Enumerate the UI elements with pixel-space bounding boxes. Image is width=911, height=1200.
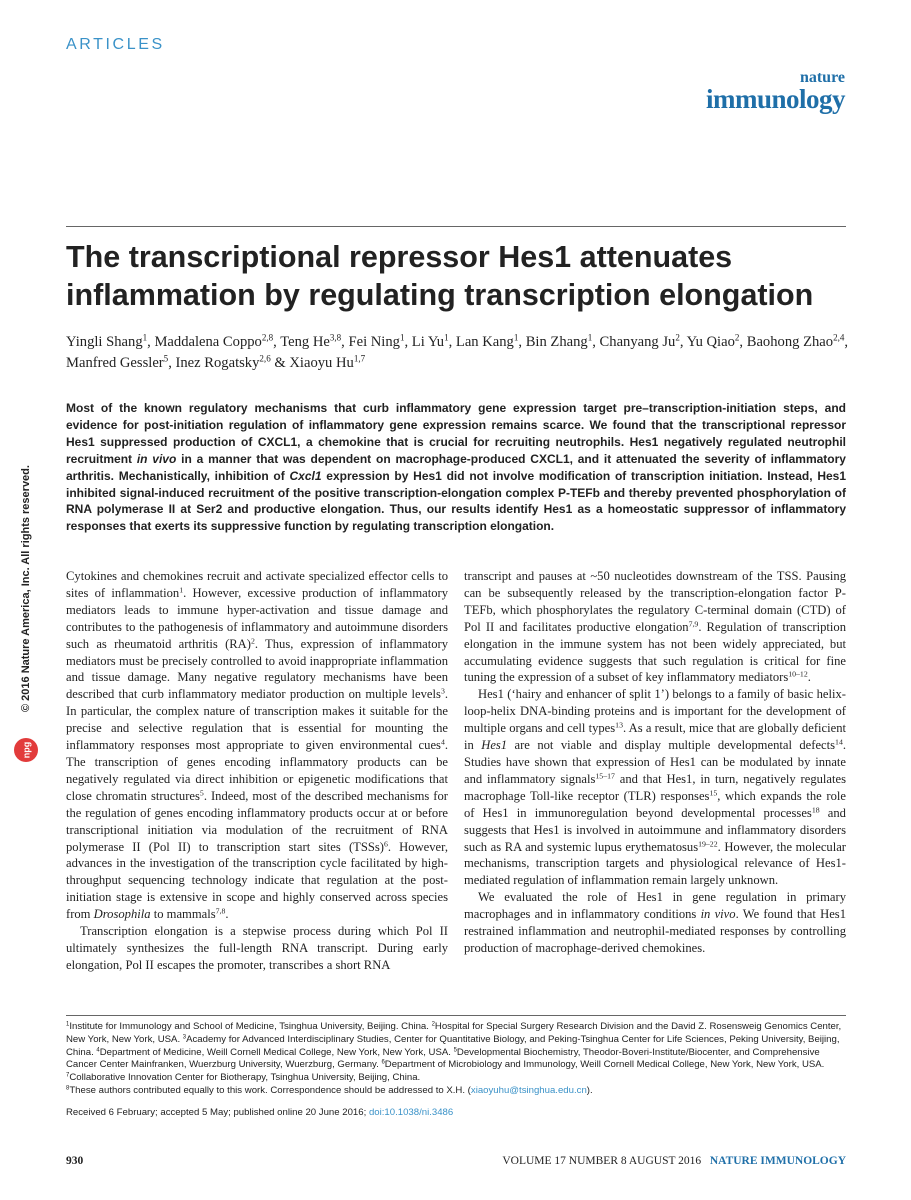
copyright-notice: © 2016 Nature America, Inc. All rights reserved. [20,465,32,712]
abstract-italic-2: Cxcl1 [289,468,322,483]
author-affiliation-marker: 1 [513,332,519,343]
npg-logo-icon [14,738,38,762]
author-name: Xiaoyu Hu [289,355,354,371]
author-name: Manfred Gessler [66,355,164,371]
logo-line-immunology: immunology [705,84,845,114]
author-affiliation-marker: 1 [587,332,593,343]
npg-label: npg [21,741,31,759]
abstract-italic-1: in vivo [136,451,177,466]
abstract-part-3: expression by Hes1 did not involve modification of transcription initiation. Instead, Hes1 inhibited signal-induced recruitment of the positive transcription-elongation complex P-TEFb and thereby prevented phosphorylation of RNA polymerase II at Ser2 and productive elongation. Thus, our results identify Hes1 as a homeostatic suppressor of inflammatory responses that exerts its suppressive function by regulating transcription elongation. [66,468,847,534]
abstract [66,400,846,535]
reference-number: 7,8 [215,906,226,916]
body-paragraph: Hes1 (‘hairy and enhancer of split 1’) belongs to a family of basic helix-loop-helix DNA-binding proteins and is important for the development of multiple organs and cell types$^{13}$. As a result, mice that are globally deficient in Hes1 are not viable and display multiple developmental defects$^{14}$. Studies have shown that expression of Hes1 can be modulated by innate and inflammatory signals$^{15-17}$ and that Hes1, in turn, negatively regulates macrophage Toll-like receptor (TLR) responses$^{15}$, which expands the role of Hes1 in immunoregulation beyond developmental processes$^{18}$ and suggests that Hes1 is involved in autoimmune and inflammatory disorders such as RA and systemic lupus erythematosus$^{19-22}$. However, the molecular mechanisms, transcription targets and physiological relevance of Hes1-mediated regulation of inflammation remain largely unknown. [464,687,846,888]
author-affiliation-marker: 1 [142,332,148,343]
reference-number: 18 [811,805,820,815]
abstract-part-2: in a manner that was dependent on macrophage-produced CXCL1, and it attenuated the severity of inflammatory arthritis. Mechanistically, inhibition of [66,451,846,483]
volume-text: VOLUME 17 NUMBER 8 AUGUST 2016 [502,1155,702,1167]
reference-number: 1 [66,1021,70,1028]
title-divider [66,226,846,227]
reference-number: 2 [250,635,255,645]
author-affiliation-marker: 1 [444,332,449,343]
author-name: Chanyang Ju [599,334,676,350]
reference-number: 8 [66,1085,70,1092]
body-column-right [464,568,846,957]
author-name: Maddalena Coppo [154,334,262,350]
author-name: Inez Rogatsky [175,355,260,371]
body-paragraph: We evaluated the role of Hes1 in gene regulation in primary macrophages and in inflammatory conditions in vivo. We found that Hes1 restrained inflammation and neutrophil-mediated responses by controlling production of macrophage-derived chemokines. [464,890,846,955]
doi-link[interactable]: doi:10.1038/ni.3486 [368,1107,454,1118]
author-affiliation-marker: 2,4 [833,332,845,343]
affiliations: $^1$Institute for Immunology and School of Medicine, Tsinghua University, Beijing. China. $^2$Hospital for Special Surgery Research Division and the David Z. Rosensweig Genomics Center, New York, New York, USA. $^3$Academy for Advanced Interdisciplinary Studies, Center for Quantitative Biology, and Peking-Tsinghua Center for Life Sciences, Peking University, Beijing, China. $^4$Department of Medicine, Weill Cornell Medical College, New York, New York, USA. $^5$Developmental Biochemistry, Theodor-Boveri-Institute/Biocenter, and Comprehensive Cancer Center Mainfranken, Wuerzburg University, Wuerzburg, Germany. $^6$Department of Microbiology and Immunology, Weill Cornell Medical College, New York, New York, USA. $^7$Collaborative Innovation Center for Biotherapy, Tsinghua University, Beijing, China. $^8$These authors contributed equally to this work. Correspondence should be addressed to X.H. (xiaoyuhu@tsinghua.edu.cn). [66,1021,842,1096]
reference-number: 3 [440,686,445,696]
author-affiliation-marker: 2 [675,332,680,343]
reference-number: 14 [835,737,843,747]
reference-number: 5 [199,788,204,798]
reference-number: 7 [66,1072,70,1079]
reference-number: 7,9 [688,619,699,629]
issue-info [502,1155,846,1167]
page-number: 930 [66,1155,84,1167]
author-name: Yingli Shang [66,334,143,350]
abstract-part-1: Most of the known regulatory mechanisms that curb inflammatory gene expression target pre–transcription-initiation steps, and evidence for post-initiation regulation of inflammatory gene expression remains scarce. We found that the transcriptional repressor Hes1 suppressed production of CXCL1, a chemokine that is crucial for recruiting neutrophils. Hes1 negatively regulated neutrophil recruitment [66,401,846,466]
author-affiliation-marker: 1 [399,332,405,343]
received-text: Received 6 February; accepted 5 May; published online 20 June 2016; [66,1107,369,1118]
italic-text: Hes1 [481,738,508,753]
author-affiliation-marker: 3,8 [329,332,342,343]
title-line-1: The transcriptional repressor Hes1 attenuates [66,240,733,274]
section-label: ARTICLES [66,36,165,53]
reference-number: 2 [431,1021,435,1028]
italic-text: Drosophila [93,907,151,922]
reference-number: 6 [381,1059,385,1066]
author-affiliation-marker: 5 [163,353,169,364]
received-dates [66,1107,846,1118]
italic-text: in vivo [700,907,736,922]
author-name: Baohong Zhao [746,334,834,350]
author-affiliation-marker: 2,6 [259,353,271,364]
body-paragraph: Cytokines and chemokines recruit and activate specialized effector cells to sites of inflammation$^1$. However, excessive production of inflammatory mediators leads to immune hyper-activation and tissue damage and contributes to the pathogenesis of inflammatory and autoimmune disorders such as rheumatoid arthritis (RA)$^2$. Thus, expression of inflammatory mediators must be precisely controlled to avoid inappropriate inflammation and tissue damage. Many negative regulatory mechanisms have been described that curb inflammatory mediator production on multiple levels$^3$. In particular, the complex nature of transcription makes it suitable for the precise and selective regulation that is essential for mounting the inflammatory responses most appropriate to given environmental cues$^4$. The transcription of genes encoding inflammatory products can be negatively regulated via direct inhibition or epigenetic modifications that close chromatin structures$^5$. Indeed, most of the described mechanisms for the regulation of genes encoding inflammatory products occur at or before transcriptional initiation via modulation of the recruitment of RNA polymerase II (Pol II) to transcription start sites (TSSs)$^6$. However, advances in the investigation of the transcription cycle facilitated by high-throughput sequencing technology indicate that regulation at the post-initiation stage is extensive in scope and highly conserved across species from Drosophila to mammals$^{7,8}$. [66,569,449,922]
journal-logo [706,70,845,113]
body-paragraph: Transcription elongation is a stepwise process during which Pol II ultimately synthesizes the full-length RNA transcript. During early elongation, Pol II escapes the promoter, transcribes a short RNA [66,924,448,972]
article-title [66,238,856,314]
logo-line-nature: nature [799,69,845,86]
author-name: Bin Zhang [525,334,588,350]
reference-number: 4 [96,1047,100,1054]
reference-number: 15 [709,788,718,798]
author-affiliation-marker: 2 [734,332,740,343]
body-paragraph: transcript and pauses at ~50 nucleotides downstream of the TSS. Pausing can be subsequently released by the transcription-elongation factor P-TEFb, which phosphorylates the regulatory C-terminal domain (CTD) of Pol II and facilitates productive elongation$^{7,9}$. Regulation of transcription elongation in the immune system has not been widely appreciated, but accumulating evidence suggests that such regulation is critical for fine tuning the expression of a subset of key inflammatory mediators$^{10-12}$. [464,569,847,685]
email-link[interactable]: xiaoyuhu@tsinghua.edu.cn [470,1084,587,1096]
author-list: Yingli Shang$^1$, Maddalena Coppo$^{2,8}$, Teng He$^{3,8}$, Fei Ning$^1$, Li Yu$^1$, Lan Kang$^1$, Bin Zhang$^1$, Chanyang Ju$^2$, Yu Qiao$^2$, Baohong Zhao$^{2,4}$, Manfred Gessler$^5$, Inez Rogatsky$^{2,6}$ & Xiaoyu Hu$^{1,7}$ [66,332,849,371]
reference-number: 5 [453,1047,457,1054]
title-line-2: inflammation by regulating transcription elongation [66,278,814,312]
author-affiliation-marker: 2,8 [261,332,274,343]
author-name: Teng He [280,334,330,350]
author-name: Lan Kang [455,334,514,350]
author-name: Yu Qiao [686,334,735,350]
reference-number: 15–17 [595,771,615,781]
reference-number: 6 [383,838,388,848]
author-name: Fei Ning [348,334,400,350]
reference-number: 4 [440,737,445,747]
reference-number: 1 [179,585,184,595]
journal-name: NATURE IMMUNOLOGY [709,1155,846,1167]
reference-number: 19–22 [698,838,718,848]
affiliation-divider [66,1015,846,1016]
reference-number: 13 [615,720,623,730]
body-column-left [66,568,448,974]
author-affiliation-marker: 1,7 [353,353,366,364]
reference-number: 3 [182,1034,187,1041]
author-name: Li Yu [411,334,445,350]
reference-number: 10–12 [788,669,808,679]
